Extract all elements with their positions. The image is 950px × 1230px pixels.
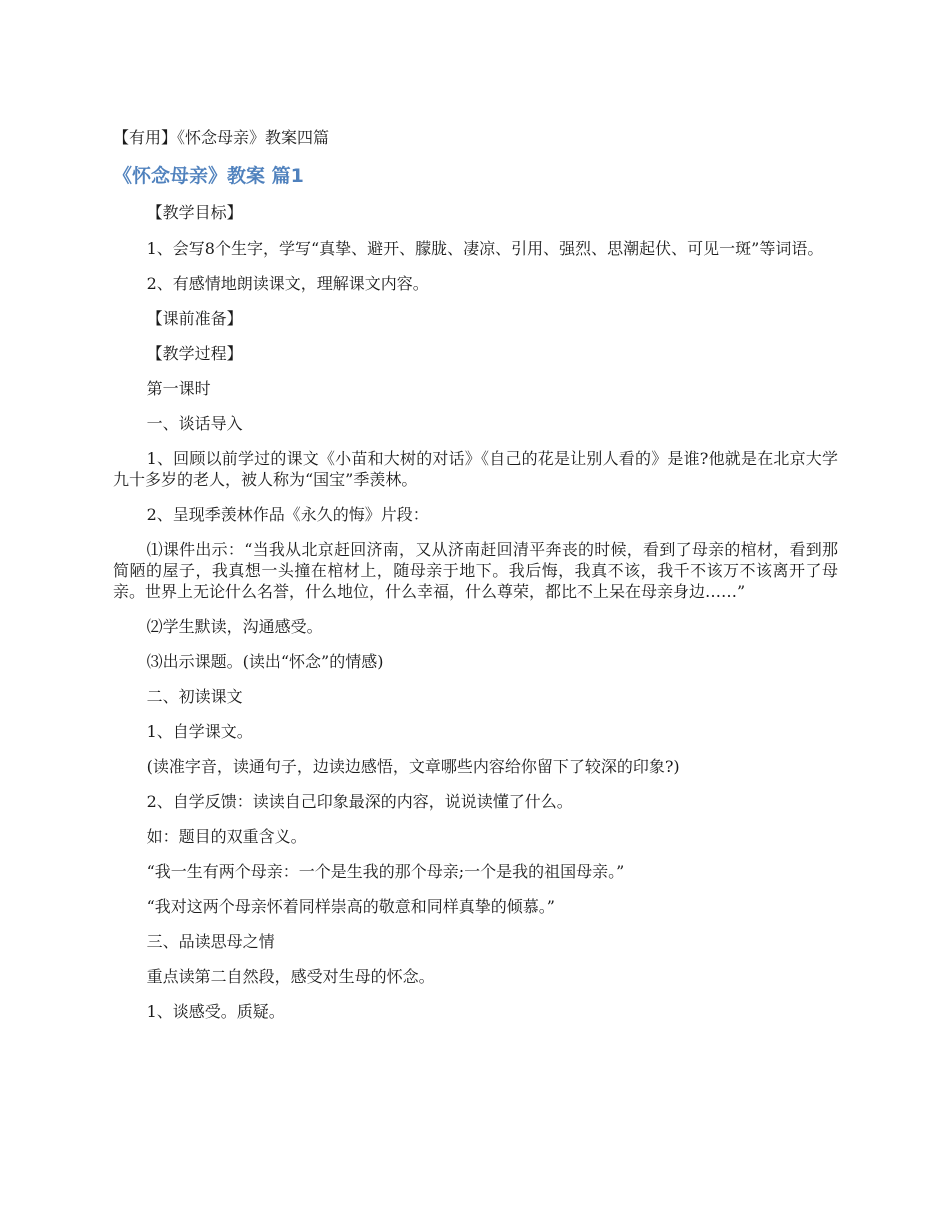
paragraph: 三、品读思母之情 (146, 932, 275, 951)
paragraph: ⑶出示课题。(读出“怀念”的情感) (146, 652, 384, 671)
paragraph: ⑴课件出示：“当我从北京赶回济南，又从济南赶回清平奔丧的时候，看到了母亲的棺材，看到那简陋的屋子，我真想一头撞在棺材上，随母亲于地下。我后悔，我真不该，我千不该万不该离开了母亲。世界上无论什么名誉，什么地位，什么幸福，什么尊荣，都比不上呆在母亲身边……” (113, 540, 838, 601)
paragraph: 如：题目的双重含义。 (146, 827, 307, 846)
paragraph: “我一生有两个母亲：一个是生我的那个母亲;一个是我的祖国母亲。” (146, 862, 625, 881)
paragraph: ⑵学生默读，沟通感受。 (146, 617, 323, 636)
paragraph: 1、会写8个生字，学写“真挚、避开、朦胧、凄凉、引用、强烈、思潮起伏、可见一斑”等词语。 (146, 239, 824, 258)
paragraph: 重点读第二自然段，感受对生母的怀念。 (146, 967, 435, 986)
paragraph: 一、谈话导入 (146, 414, 243, 433)
paragraph: 【教学过程】 (146, 344, 243, 363)
paragraph: 【课前准备】 (146, 309, 243, 328)
paragraph: 二、初读课文 (146, 687, 243, 706)
paragraph: 第一课时 (146, 379, 211, 398)
document-body (113, 202, 838, 1036)
paragraph: 2、有感情地朗读课文，理解课文内容。 (146, 274, 429, 293)
paragraph: 2、自学反馈：读读自己印象最深的内容，说说读懂了什么。 (146, 792, 573, 811)
paragraph: 2、呈现季羡林作品《永久的悔》片段： (146, 505, 429, 524)
paragraph: “我对这两个母亲怀着同样崇高的敬意和同样真挚的倾慕。” (146, 897, 555, 916)
document-title: 【有用】《怀念母亲》教案四篇 (113, 128, 330, 147)
paragraph: 1、自学课文。 (146, 722, 253, 741)
paragraph: 1、回顾以前学过的课文《小苗和大树的对话》《自己的花是让别人看的》是谁?他就是在北京大学九十多岁的老人，被人称为“国宝”季羡林。 (113, 449, 838, 489)
paragraph: 【教学目标】 (146, 203, 243, 222)
section-heading: 《怀念母亲》教案 篇1 (113, 165, 304, 187)
paragraph: 1、谈感受。质疑。 (146, 1002, 285, 1021)
paragraph: (读准字音，读通句子，边读边感悟，文章哪些内容给你留下了较深的印象?) (146, 757, 680, 776)
